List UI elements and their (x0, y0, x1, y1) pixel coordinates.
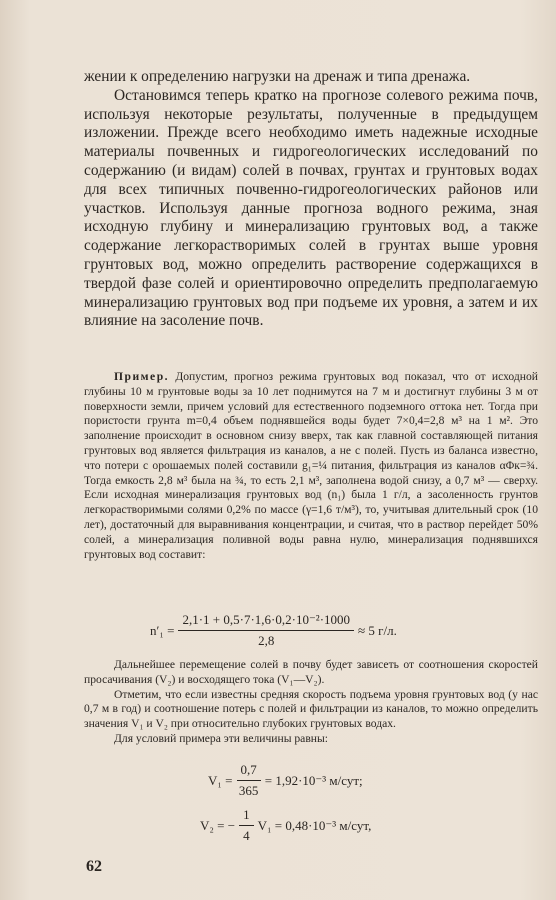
continuation-block (84, 658, 538, 747)
paragraph-velocities: Отметим, что если известны средняя скорость подъема уровня грунтовых вод (у нас 0,7 м в год) и соотношение потерь с полей и фильтрации из каналов, то можно определить значения V₁ и V₂ при относительно глубоких грунтовых водах. (84, 687, 538, 731)
example-block (84, 370, 538, 562)
paragraph-salt-movement: Дальнейшее перемещение солей в почву будет зависеть от соотношения скоростей просачивания (V₂) и восходящего тока (V₁—V₂). (84, 658, 538, 686)
formula-v2-fraction (239, 807, 254, 844)
example-label: Пример. (114, 370, 170, 383)
formula-v2-denominator: 4 (243, 828, 250, 843)
paragraph-salt-forecast: Остановимся теперь кратко на прогнозе солевого режима почв, используя некоторые результаты, полученные в предыдущем изложении. Прежде всего необходимо иметь надежные исходные материалы почвенных и гидрогеологических исследований по содержанию (и видам) солей в почвах, грунтах и грунтовых водах для всех типичных почвенно-гидрогеологических районов или участков. Используя данные прогноза водного режима, зная исходную глубину и минерализацию грунтовых вод, а также содержание легкорастворимых солей в грунтах выше уровня грунтовых вод, можно определить растворение содержащихся в твердой фазе солей и ориентировочно определить предполагаемую минерализацию грунтовых вод при подъеме их уровня, а затем и их влияние на засоление почв. (84, 86, 538, 330)
main-text-block (84, 68, 538, 331)
formula-n1-numerator: 2,1·1 + 0,5·7·1,6·0,2·10⁻²·1000 (178, 612, 354, 631)
example-paragraph (84, 370, 538, 562)
formula-n1-fraction (178, 612, 354, 649)
formula-v1-denominator: 365 (238, 783, 259, 798)
formula-v2-numerator: 1 (239, 807, 254, 826)
formula-v2-rhs: V₁ = 0,48·10⁻³ м/сут, (257, 817, 372, 833)
formula-n1-rhs: ≈ 5 г/л. (358, 622, 397, 638)
formula-v2 (200, 807, 371, 844)
formula-v2-lhs: V₂ = − (200, 817, 236, 833)
example-text: Допустим, прогноз режима грунтовых вод показал, что от исходной глубины 10 м грунтовые воды за 10 лет поднимутся на 7 м и достигнут глубины 3 м от поверхности земли, причем условий для естественного подземного оттока нет. Тогда при пористости грунта m=0,4 объем поднявшейся воды будет 7×0,4=2,8 м³ на 1 м². Это заполнение происходит в основном снизу вверх, так как главной составляющей питания грунтовых вод является фильтрация из каналов, а не с полей. Пусть из баланса известно, что потери с орошаемых полей составили g₁=¼ питания, фильтрация из каналов αΦк=¾. Тогда емкость 2,8 м³ была на ¾, то есть 2,1 м³, заполнена водой снизу, а 0,7 м³ — сверху. Если исходная минерализация грунтовых вод (n₁) была 1 г/л, а засоленность грунтов легкорастворимыми солями 0,2% по массе (γ=1,6 т/м³), то, учитывая длительный срок (10 лет), достаточный для выравнивания концентрации, и считая, что в раствор перейдет 50% солей, а минерализация поливной воды равна нулю, минерализация поднявшихся грунтовых вод составит: (84, 370, 538, 561)
formula-n1-denominator: 2,8 (258, 633, 275, 648)
page-number: 62 (86, 858, 102, 875)
formula-v1-numerator: 0,7 (237, 762, 261, 781)
formula-n1-lhs: n′₁ = (150, 622, 175, 638)
formula-v1-fraction (237, 762, 261, 799)
paragraph-example-values: Для условий примера эти величины равны: (114, 731, 329, 745)
formula-v1 (208, 762, 363, 799)
paragraph-continued: жении к определению нагрузки на дренаж и типа дренажа. (84, 68, 471, 85)
formula-v1-rhs: = 1,92·10⁻³ м/сут; (264, 772, 363, 788)
formula-v1-lhs: V₁ = (208, 772, 233, 788)
formula-n1 (150, 612, 397, 649)
